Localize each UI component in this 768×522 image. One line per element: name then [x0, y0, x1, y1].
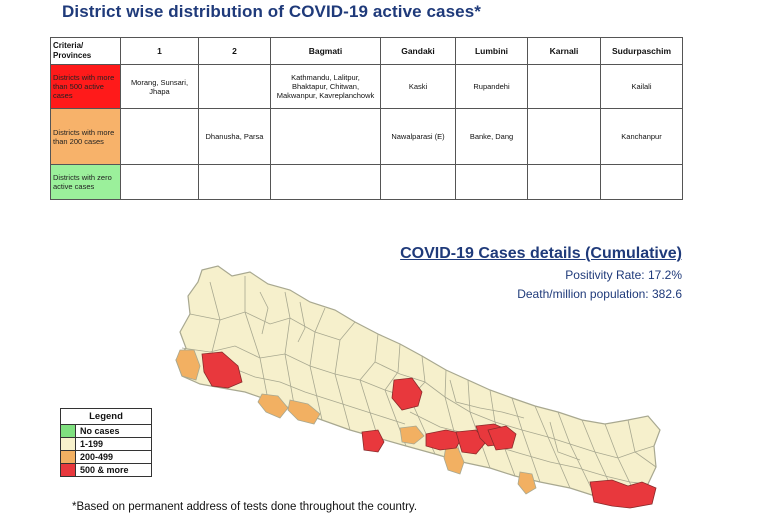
criteria-cell: Districts with zero active cases	[51, 165, 121, 200]
legend-swatch	[61, 438, 76, 450]
table-row	[51, 109, 683, 165]
positivity-rate: Positivity Rate: 17.2%	[565, 268, 682, 282]
header-province-2: 2	[199, 38, 271, 65]
header-province-1: 1	[121, 38, 199, 65]
header-sudurpaschim: Sudurpaschim	[601, 38, 683, 65]
legend-label: 1-199	[80, 439, 104, 449]
table-cell	[121, 109, 199, 165]
header-gandaki: Gandaki	[381, 38, 456, 65]
table-cell	[601, 165, 683, 200]
details-title: COVID-19 Cases details (Cumulative)	[400, 245, 682, 262]
legend-label: No cases	[80, 426, 120, 436]
header-bagmati: Bagmati	[271, 38, 381, 65]
header-karnali: Karnali	[528, 38, 601, 65]
table-cell	[271, 165, 381, 200]
page-title: District wise distribution of COVID-19 active cases*	[62, 2, 481, 21]
table-cell: Morang, Sunsari, Jhapa	[121, 65, 199, 109]
legend-title: Legend	[61, 409, 151, 425]
table-cell: Kanchanpur	[601, 109, 683, 165]
legend-item	[61, 438, 151, 451]
criteria-cell: Districts with more than 200 cases	[51, 109, 121, 165]
nepal-district-map	[150, 262, 670, 512]
table-cell	[121, 165, 199, 200]
table-cell: Nawalparasi (E)	[381, 109, 456, 165]
legend-swatch	[61, 425, 76, 437]
header-lumbini: Lumbini	[456, 38, 528, 65]
legend-item	[61, 464, 151, 476]
table-cell	[199, 65, 271, 109]
distribution-table	[50, 37, 683, 200]
table-row	[51, 65, 683, 109]
legend-label: 200-499	[80, 452, 114, 462]
table-cell: Dhanusha, Parsa	[199, 109, 271, 165]
table-cell	[528, 165, 601, 200]
table-cell	[528, 109, 601, 165]
footnote: *Based on permanent address of tests done throughout the country.	[72, 501, 418, 513]
table-row	[51, 165, 683, 200]
header-criteria: Criteria/ Provinces	[51, 38, 121, 65]
table-cell	[456, 165, 528, 200]
table-cell: Banke, Dang	[456, 109, 528, 165]
death-per-million: Death/million population: 382.6	[517, 287, 682, 301]
table-cell: Kailali	[601, 65, 683, 109]
legend-swatch	[61, 464, 76, 476]
table-header-row	[51, 38, 683, 65]
table-cell	[528, 65, 601, 109]
table-cell	[381, 165, 456, 200]
table-cell	[199, 165, 271, 200]
table-cell: Rupandehi	[456, 65, 528, 109]
district-jhapa-morang-sunsari	[590, 480, 656, 508]
legend-item	[61, 425, 151, 438]
legend-item	[61, 451, 151, 464]
map-legend	[60, 408, 152, 477]
criteria-cell: Districts with more than 500 active cases	[51, 65, 121, 109]
table-cell	[271, 109, 381, 165]
table-cell: Kaski	[381, 65, 456, 109]
legend-swatch	[61, 451, 76, 463]
table-cell: Kathmandu, Lalitpur, Bhaktapur, Chitwan, Makwanpur, Kavreplanchowk	[271, 65, 381, 109]
legend-label: 500 & more	[80, 465, 129, 475]
